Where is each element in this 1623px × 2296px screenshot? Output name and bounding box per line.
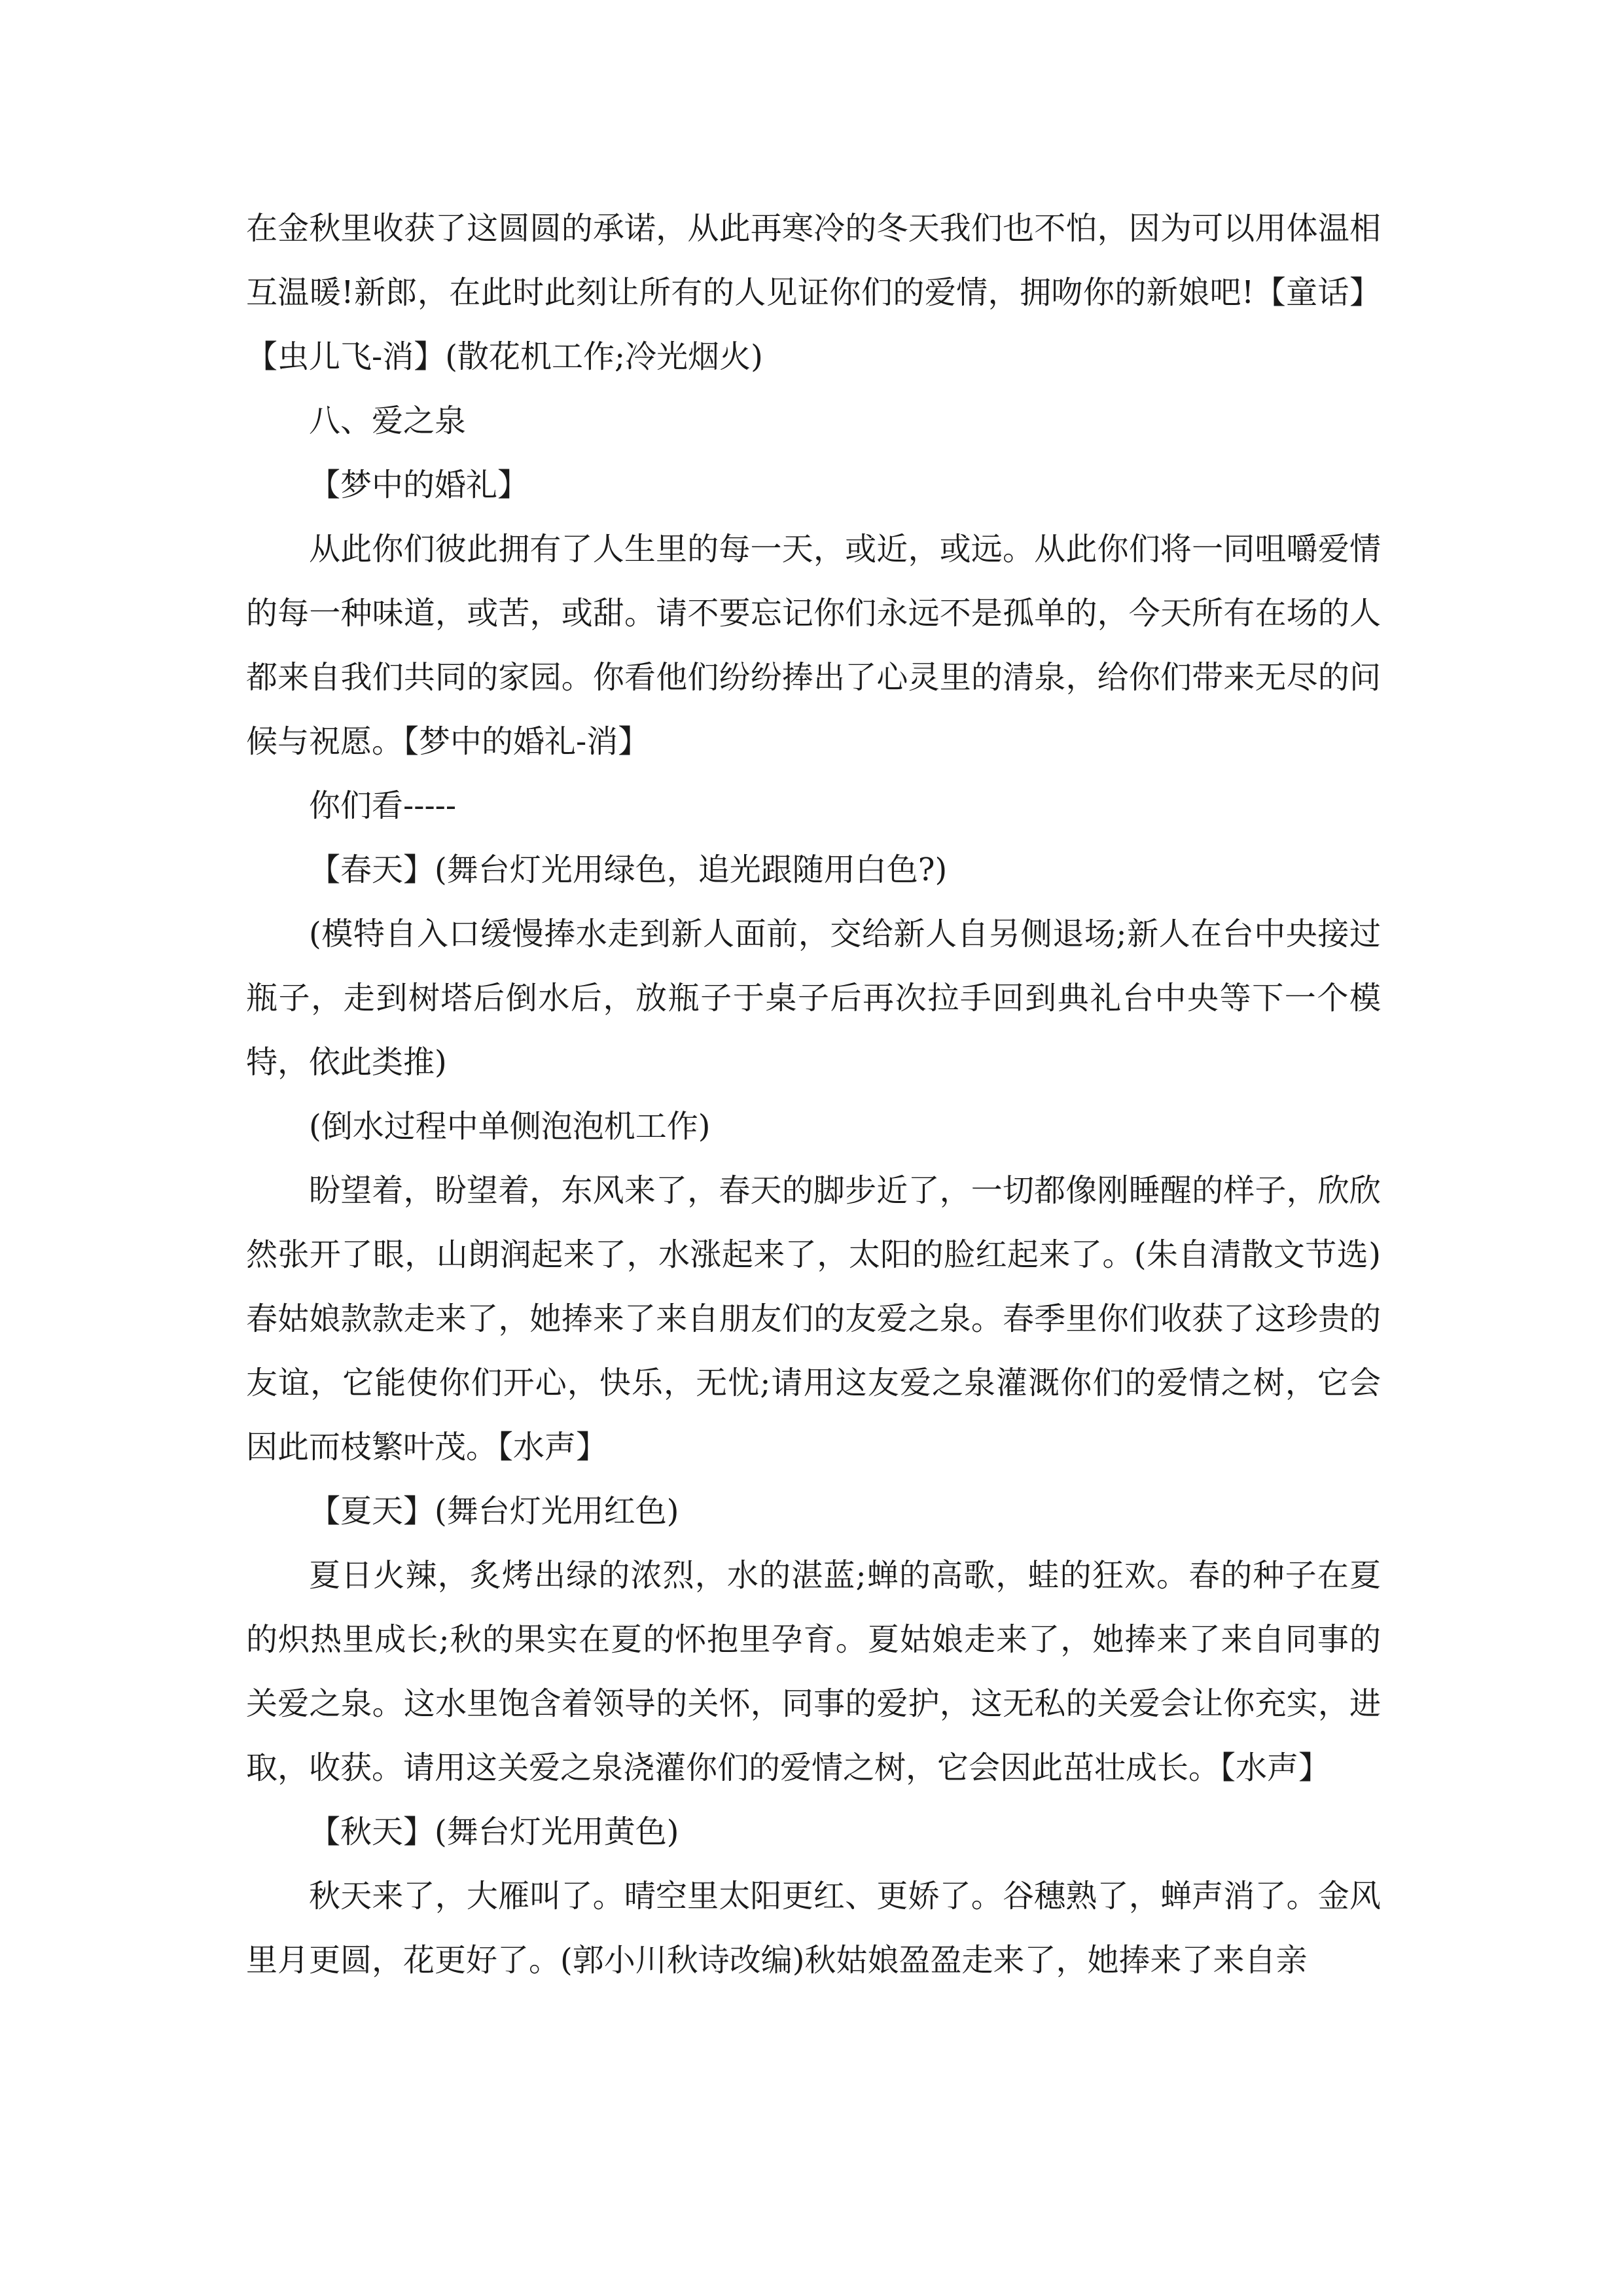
autumn-narration: 秋天来了，大雁叫了。晴空里太阳更红、更娇了。谷穗熟了，蝉声消了。金风里月更圆，花更好了。(郭小川秋诗改编)秋姑娘盈盈走来了，她捧来了来自亲 (246, 1878, 1381, 1979)
document-body (246, 196, 1381, 1992)
section-heading: 八、爱之泉 (309, 403, 467, 439)
summer-narration: 夏日火辣，炙烤出绿的浓烈，水的湛蓝;蝉的高歌，蛙的狂欢。春的种子在夏的炽热里成长;秋的果实在夏的怀抱里孕育。夏姑娘走来了，她捧来了来自同事的关爱之泉。这水里饱含着领导的关怀，同事的爱护，这无私的关爱会让你充实，进取，收获。请用这关爱之泉浇灌你们的爱情之树，它会因此茁壮成长。【水声】 (246, 1557, 1381, 1786)
stage-direction-bubbles: (倒水过程中单侧泡泡机工作) (309, 1108, 711, 1145)
music-cue: 【梦中的婚礼】 (309, 467, 529, 503)
summer-cue: 【夏天】(舞台灯光用红色) (309, 1493, 679, 1530)
stage-direction-model: (模特自入口缓慢捧水走到新人面前，交给新人自另侧退场;新人在台中央接过瓶子，走到树塔后倒水后，放瓶子于桌子后再次拉手回到典礼台中央等下一个模特，依此类推) (246, 916, 1381, 1081)
paragraph-narration: 从此你们彼此拥有了人生里的每一天，或近，或远。从此你们将一同咀嚼爱情的每一种味道，或苦，或甜。请不要忘记你们永远不是孤单的，今天所有在场的人都来自我们共同的家园。你看他们纷纷捧出了心灵里的清泉，给你们带来无尽的问候与祝愿。【梦中的婚礼-消】 (246, 531, 1381, 760)
paragraph-look: 你们看----- (309, 787, 457, 824)
paragraph-1: 在金秋里收获了这圆圆的承诺，从此再寒冷的冬天我们也不怕，因为可以用体温相互温暖!新郎，在此时此刻让所有的人见证你们的爱情，拥吻你的新娘吧!【童话】【虫儿飞-消】(散花机工作;冷光烟火) (246, 210, 1381, 375)
autumn-cue: 【秋天】(舞台灯光用黄色) (309, 1814, 679, 1850)
spring-narration: 盼望着，盼望着，东风来了，春天的脚步近了，一切都像刚睡醒的样子，欣欣然张开了眼，山朗润起来了，水涨起来了，太阳的脸红起来了。(朱自清散文节选)春姑娘款款走来了，她捧来了来自朋友们的友爱之泉。春季里你们收获了这珍贵的友谊，它能使你们开心，快乐，无忧;请用这友爱之泉灌溉你们的爱情之树，它会因此而枝繁叶茂。【水声】 (246, 1172, 1381, 1465)
spring-cue: 【春天】(舞台灯光用绿色，追光跟随用白色?) (309, 852, 948, 888)
